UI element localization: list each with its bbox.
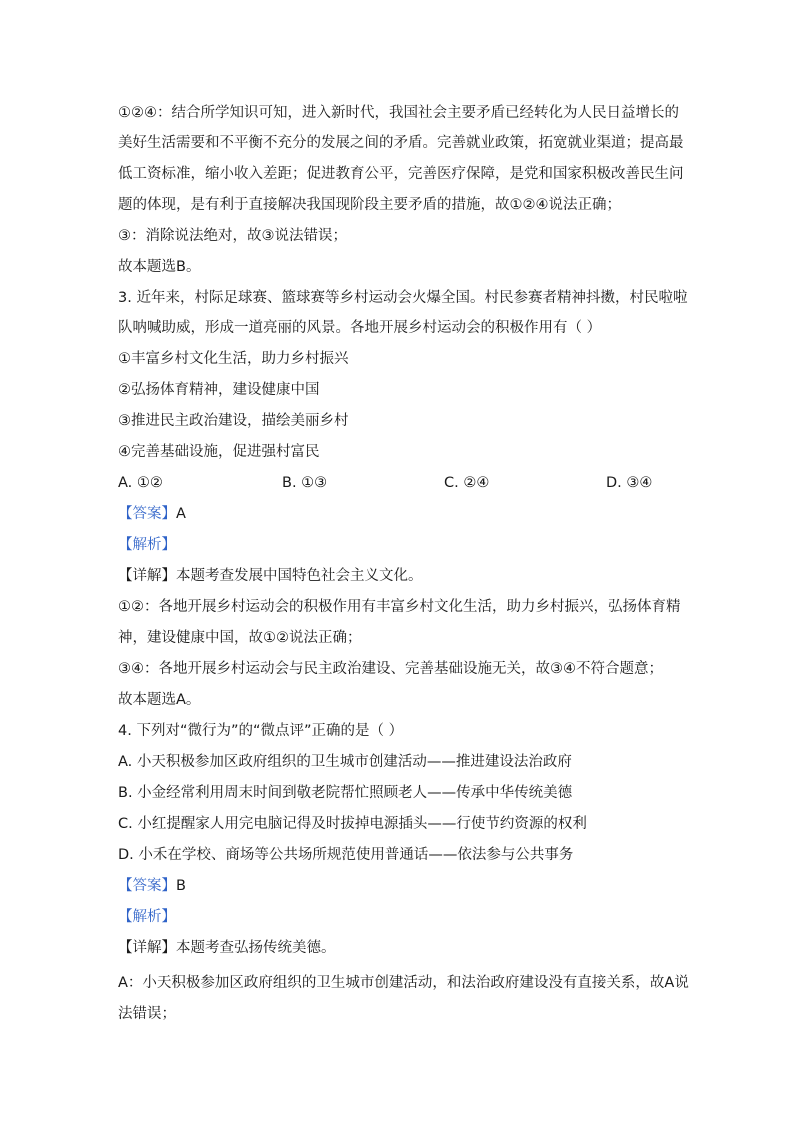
choice-option-a: A. 小天积极参加区政府组织的卫生城市创建活动——推进建设法治政府 xyxy=(118,754,572,770)
explanation-line: ①②：各地开展乡村运动会的积极作用有丰富乡村文化生活，助力乡村振兴，弘扬体育精 xyxy=(118,599,681,615)
statement-item: ③推进民主政治建设，描绘美丽乡村 xyxy=(118,413,349,429)
analysis-line: ①②④：结合所学知识可知，进入新时代，我国社会主要矛盾已经转化为人民日益增长的 xyxy=(118,105,679,121)
statement-item: ①丰富乡村文化生活，助力乡村振兴 xyxy=(118,351,349,367)
detail-tag: 【详解】 xyxy=(118,568,176,584)
conclusion-line: 故本题选A。 xyxy=(118,692,201,708)
answer-tag: 【答案】 xyxy=(118,878,176,894)
explanation-line: 法错误； xyxy=(118,1006,176,1022)
choice-option-b: B. 小金经常利用周末时间到敬老院帮忙照顾老人——传承中华传统美德 xyxy=(118,785,573,801)
choice-option-a: A. ①② xyxy=(118,475,163,491)
detail-text: 本题考查弘扬传统美德。 xyxy=(176,940,336,956)
question-3-stem: 3. 近年来，村际足球赛、篮球赛等乡村运动会火爆全国。村民参赛者精神抖擞，村民啦啦 xyxy=(118,290,688,306)
answer-value: B xyxy=(176,878,186,894)
analysis-line: 低工资标准，缩小收入差距；促进教育公平，完善医疗保障，是党和国家积极改善民生问 xyxy=(118,166,684,182)
detail-line xyxy=(118,938,678,958)
choice-option-d: D. 小禾在学校、商场等公共场所规范使用普通话——依法参与公共事务 xyxy=(118,847,574,863)
detail-line xyxy=(118,566,678,586)
detail-tag: 【详解】 xyxy=(118,940,176,956)
answer-tag: 【答案】 xyxy=(118,506,176,522)
explanation-line: 神，建设健康中国，故①②说法正确； xyxy=(118,630,362,646)
statement-item: ②弘扬体育精神，建设健康中国 xyxy=(118,382,320,398)
answer-line xyxy=(118,504,678,524)
explanation-line: A：小天积极参加区政府组织的卫生城市创建活动，和法治政府建设没有直接关系，故A说 xyxy=(118,975,689,991)
explanation-line: ③④：各地开展乡村运动会与民主政治建设、完善基础设施无关，故③④不符合题意； xyxy=(118,661,663,677)
analysis-tag: 【解析】 xyxy=(118,537,176,553)
detail-text: 本题考查发展中国特色社会主义文化。 xyxy=(176,568,423,584)
statement-item: ④完善基础设施，促进强村富民 xyxy=(118,444,320,460)
question-3-stem: 队呐喊助威，形成一道亮丽的风景。各地开展乡村运动会的积极作用有（ ） xyxy=(118,320,602,336)
question-4-stem: 4. 下列对“微行为”的“微点评”正确的是（ ） xyxy=(118,723,404,739)
analysis-tag: 【解析】 xyxy=(118,909,176,925)
analysis-line: ③：消除说法绝对，故③说法错误； xyxy=(118,228,347,244)
choice-option-b: B. ①③ xyxy=(282,475,328,491)
analysis-line: 美好生活需要和不平衡不充分的发展之间的矛盾。完善就业政策，拓宽就业渠道；提高最 xyxy=(118,135,684,151)
answer-line xyxy=(118,876,678,896)
conclusion-line: 故本题选B。 xyxy=(118,259,201,275)
choice-option-c: C. ②④ xyxy=(444,475,490,491)
analysis-line: 题的体现，是有利于直接解决我国现阶段主要矛盾的措施，故①②④说法正确； xyxy=(118,197,621,213)
choice-option-c: C. 小红提醒家人用完电脑记得及时拔掉电源插头——行使节约资源的权利 xyxy=(118,816,587,832)
choice-option-d: D. ③④ xyxy=(606,475,653,491)
answer-value: A xyxy=(176,506,186,522)
analysis-heading xyxy=(118,907,678,927)
analysis-heading xyxy=(118,535,678,555)
